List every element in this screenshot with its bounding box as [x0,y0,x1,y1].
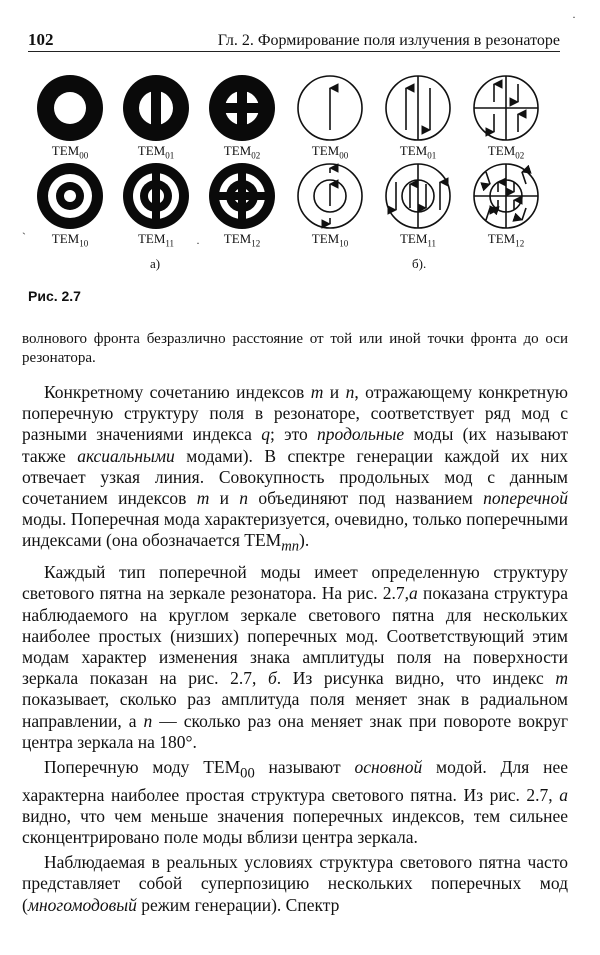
paragraph-2: Каждый тип поперечной моды имеет определенную структуру светового пятна на зеркале резонатора. На рис. 2.7,а показана структура наблюдаемого на круглом зеркале светового пятна для нескольких наиболее простых (низших) поперечных мод. Соответствующий этим модам характер изменения знака амплитуды поля на поверхности зеркала показан на рис. 2.7, б. Из рисунка видно, что индекс m показывает, сколько раз амплитуда поля меняет знак в радиальном направлении, а n — сколько раз она меняет знак при повороте вокруг центра зеркала на 180°. [22,562,568,752]
label-a-tem01: $TEM_{01}$ [137,143,175,161]
page-number: 102 [28,30,54,49]
spot-tem12 [209,163,275,229]
paragraph-4: Наблюдаемая в реальных условиях структура светового пятна часто представляет собой суперпозицию нескольких поперечных мод (многомодовый режим генерации). Спектр [22,852,568,915]
figure-caption: Рис. 2.7 [28,288,81,304]
sign-diagram-tem12 [474,164,538,228]
label-b-tem10: $TEM_{10}$ [311,231,349,249]
spot-tem01 [123,75,189,141]
paragraph-continuation: волнового фронта безразлично расстояние от той или иной точки фронта до оси резонатора. [22,331,568,366]
body-text [22,330,568,916]
scan-speck: ` [22,230,26,244]
label-b-tem01: $TEM_{01}$ [399,143,437,161]
panel-label-b: б). [412,256,427,271]
sign-diagram-tem10 [298,164,362,228]
paragraph-1: Конкретному сочетанию индексов m и n, отражающему конкретную поперечную структуру поля в резонаторе, соответствует ряд мод с разными значениями индекса q; это продольные моды (их называют также аксиальными модами). В спектре генерации каждой их них отвечает узкая линия. Совокупность продольных мод с данным сочетанием индексов m и n объединяют под названием поперечной моды. Поперечная мода характеризуется, очевидно, только поперечными индексами (она обозначается $TEM_{mn}$). [22,382,568,555]
running-header [28,26,560,50]
spot-tem11 [123,163,189,229]
label-a-tem11: $TEM_{11}$ [137,231,175,249]
label-a-tem02: $TEM_{02}$ [223,143,261,161]
sign-diagram-tem00 [298,76,362,140]
label-b-tem12: $TEM_{12}$ [487,231,525,249]
running-title: Гл. 2. Формирование поля излучения в резонаторе [217,32,560,49]
sign-diagram-tem11 [386,164,450,228]
label-b-tem11: $TEM_{11}$ [399,231,437,249]
label-a-tem00: $TEM_{00}$ [51,143,89,161]
spot-tem00 [37,75,103,141]
spot-tem02 [209,75,275,141]
label-a-tem12: $TEM_{12}$ [223,231,261,249]
scan-speck: · [196,236,200,250]
paragraph-3: Поперечную моду $TEM_{00}$ называют основной модой. Для нее характерна наиболее простая структура светового пятна. Из рис. 2.7, а видно, что чем меньше значения поперечных индексов, тем сильнее сконцентрировано поле моды вблизи центра зеркала. [22,756,568,848]
sign-diagram-tem02 [474,76,538,140]
spot-tem10 [37,163,103,229]
sign-diagram-tem01 [386,76,450,140]
panel-label-a: а) [150,256,161,271]
header-rule [28,51,560,52]
label-a-tem10: $TEM_{10}$ [51,231,89,249]
label-b-tem02: $TEM_{02}$ [487,143,525,161]
label-b-tem00: $TEM_{00}$ [311,143,349,161]
scan-speck: · [572,10,576,24]
